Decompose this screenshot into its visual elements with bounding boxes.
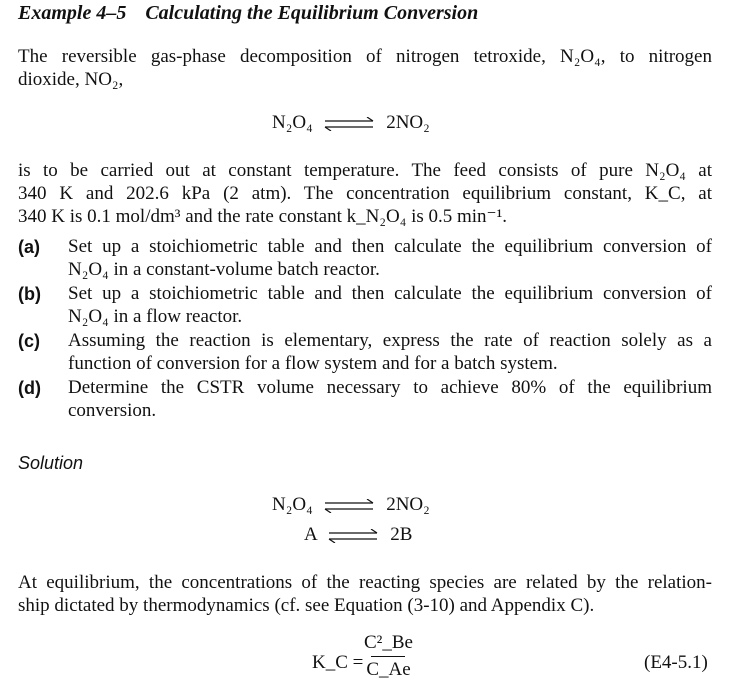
equation-lhs: K_C = (312, 652, 364, 673)
para2-line-1 (18, 160, 712, 182)
fraction-bar (371, 656, 405, 657)
para3-line-1 (18, 572, 712, 594)
item-b-line-2: N₂O₄ in a flow reactor. (68, 306, 243, 327)
reaction-equation-2 (272, 494, 430, 516)
para3-text-2: ship dictated by thermodynamics (cf. see Equation (3-10) and Appendix C). (18, 595, 595, 616)
reaction-3-right: 2B (390, 524, 413, 545)
reaction-2-right: 2NO₂ (386, 494, 430, 515)
item-c-mark: (c) (18, 331, 40, 351)
item-c-line-2: function of conversion for a flow system and for a batch system. (68, 353, 558, 374)
item-a-line-2: N₂O₄ in a constant-volume batch reactor. (68, 259, 380, 280)
para2-line-3 (18, 206, 507, 228)
equilibrium-arrows-icon (327, 529, 379, 543)
reaction-2-left: N₂O₄ (272, 494, 313, 515)
item-b-mark: (b) (18, 284, 41, 304)
item-d-line-1: Determine the CSTR volume necessary to achieve 80% of the equilibrium (68, 377, 712, 398)
intro-line-2 (18, 69, 123, 91)
para3-text-1: At equilibrium, the concentrations of the reacting species are related by the relation- (18, 572, 712, 593)
equation-numerator: C²_Be (364, 632, 413, 653)
para2-line-2 (18, 183, 712, 205)
solution-heading: Solution (18, 453, 84, 473)
para2-text-1: is to be carried out at constant temperature. The feed consists of pure N₂O₄ at (18, 160, 712, 181)
intro-text-1: The reversible gas-phase decomposition of nitrogen tetroxide, N₂O₄, to nitrogen (18, 46, 712, 67)
reaction-equation-1 (272, 112, 430, 134)
reaction-3-left: A (304, 524, 317, 545)
example-title (18, 2, 478, 24)
intro-text-2: dioxide, NO₂, (18, 69, 124, 90)
reaction-1-left: N₂O₄ (272, 112, 313, 133)
item-a-line-1: Set up a stoichiometric table and then calculate the equilibrium conversion of (68, 236, 712, 257)
example-heading: Calculating the Equilibrium Conversion (145, 2, 479, 24)
intro-line-1 (18, 46, 712, 68)
reaction-equation-3 (304, 524, 412, 546)
para2-text-3: 340 K is 0.1 mol/dm³ and the rate constant k_N₂O₄ is 0.5 min⁻¹. (18, 206, 508, 227)
equation-fraction (364, 632, 413, 681)
item-c-line-1: Assuming the reaction is elementary, express the rate of reaction solely as a (68, 330, 712, 351)
example-label: Example 4–5 (18, 2, 127, 24)
item-d-line-2: conversion. (68, 400, 157, 421)
item-b-line-1: Set up a stoichiometric table and then calculate the equilibrium conversion of (68, 283, 712, 304)
equation-denominator: C_Ae (366, 659, 411, 680)
item-d-mark: (d) (18, 378, 41, 398)
reaction-1-right: 2NO₂ (386, 112, 430, 133)
equilibrium-arrows-icon (323, 499, 375, 513)
equilibrium-arrows-icon (323, 117, 375, 131)
para3-line-2 (18, 595, 594, 617)
item-a-mark: (a) (18, 237, 40, 257)
equation-number: (E4-5.1) (644, 652, 708, 673)
para2-text-2: 340 K and 202.6 kPa (2 atm). The concentration equilibrium constant, K_C, at (18, 183, 712, 204)
